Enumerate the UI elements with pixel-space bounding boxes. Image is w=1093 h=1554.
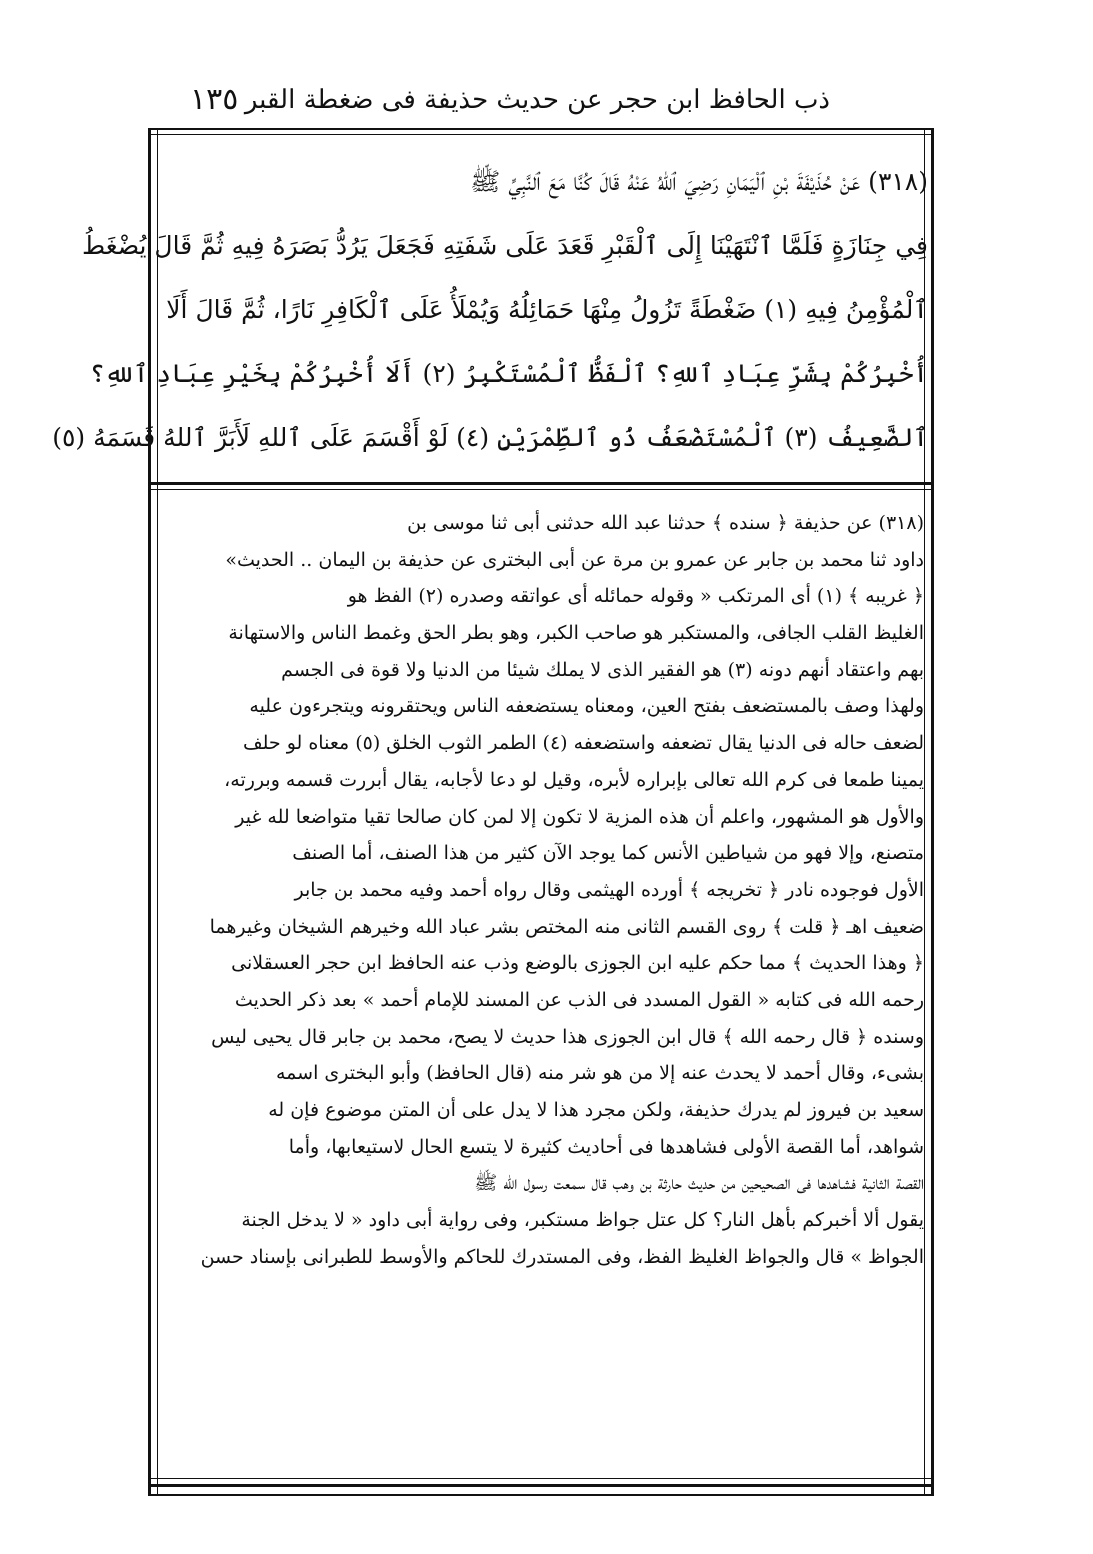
commentary-line: وسنده ﴿ قال رحمه الله ﴾ قال ابن الجوزى هذا حديث لا يصح، محمد بن جابر قال يحيى ليس	[211, 1025, 924, 1048]
hadith-line: (٣١٨) عَنْ حُذَيْفَةَ بْنِ ٱلْيَمَانِ رَضِيَ ٱللهُ عَنْهُ قَالَ كُنَّا مَعَ ٱلنَّبِيِّ ﷺ	[470, 167, 928, 196]
commentary-line: ﴿ غريبه ﴾ (١) أى المرتكب « وقوله حمائله أى عواتقه وصدره (٢) الفظ هو	[347, 585, 924, 608]
running-header	[190, 80, 830, 120]
commentary-line: (٣١٨) عن حذيفة ﴿ سنده ﴾ حدثنا عبد الله حدثنى أبى ثنا موسى بن	[407, 512, 924, 534]
commentary-line: ضعيف اهـ ﴿ قلت ﴾ روى القسم الثانى منه المختص بشر عباد الله وخيرهم الشيخان وغيرهما	[209, 915, 924, 938]
commentary-line: ﴿ وهذا الحديث ﴾ مما حكم عليه ابن الجوزى بالوضع وذب عنه الحافظ ابن حجر العسقلانى	[231, 952, 924, 975]
commentary-line: متصنع، وإلا فهو من شياطين الأنس كما يوجد الآن كثير من هذا الصنف، أما الصنف	[292, 842, 924, 865]
commentary-line: رحمه الله فى كتابه « القول المسدد فى الذب عن المسند للإمام أحمد » بعد ذكر الحديث	[234, 988, 924, 1011]
chapter-title: ذب الحافظ ابن حجر عن حديث حذيفة فى ضغطة القبر	[244, 85, 830, 115]
commentary-line: لضعف حاله فى الدنيا يقال تضعفه واستضعفه (٤) الطمر الثوب الخلق (٥) معناه لو حلف	[242, 732, 924, 755]
commentary-line: الغليظ القلب الجافى، والمستكبر هو صاحب الكبر، وهو بطر الحق وغمط الناس والاستهانة	[228, 622, 924, 645]
commentary-line: القصة الثانية فشاهدها فى الصحيحين من حديث حارثة بن وهب قال سمعت رسول الله ﷺ	[474, 1172, 924, 1195]
hadith-line: ٱلْمُؤْمِنُ فِيهِ (١) ضَغْطَةً تَزُولُ مِنْهَا حَمَائِلُهُ وَيُمْلَأُ عَلَى ٱلْكَافِرِ نَارًا، ثُمَّ قَالَ أَلَا	[166, 295, 928, 324]
commentary-line: ولهذا وصف بالمستضعف بفتح العين، ومعناه يستضعفه الناس ويحتقرونه ويتجرءون عليه	[249, 695, 924, 718]
commentary-line: يقول ألا أخبركم بأهل النار؟ كل عتل جواظ مستكبر، وفى رواية أبى داود « لا يدخل الجنة	[241, 1209, 924, 1232]
top-rule-thin	[148, 134, 934, 135]
hadith-line: فِي جِنَازَةٍ فَلَمَّا ٱنْتَهَيْنَا إِلَى ٱلْقَبْرِ قَعَدَ عَلَى شَفَتِهِ فَجَعَلَ يَرُدُّ بَصَرَهُ فِيهِ ثُمَّ قَالَ يُضْغَطُ	[82, 231, 928, 260]
separator-rule-thin	[148, 489, 934, 490]
commentary-line: الأول فوجوده نادر ﴿ تخريجه ﴾ أورده الهيثمى وقال رواه أحمد وفيه محمد بن جابر	[294, 878, 924, 901]
bottom-rule	[148, 1484, 934, 1487]
bottom-rule-thin	[148, 1478, 934, 1479]
commentary-line: بهم واعتقاد أنهم دونه (٣) هو الفقير الذى لا يملك شيئا من الدنيا ولا قوة فى الجسم	[281, 658, 924, 681]
bottom-rule-outer	[148, 1494, 934, 1496]
page-number: ١٣٥	[190, 82, 239, 117]
commentary-line: والأول هو المشهور، واعلم أن هذه المزية لا تكون إلا لمن كان صالحا تقيا متواضعا لله غير	[235, 805, 924, 828]
hadith-text	[52, 150, 928, 470]
separator-rule	[148, 482, 934, 485]
hadith-line: أُخْبِرُكُمْ بِشَرِّ عِبَادِ ٱللهِ؟ ٱلْفَظُّ ٱلْمُسْتَكْبِرُ (٢) أَلَا أُخْبِرُكُمْ بِخَيْرِ عِبَادِ ٱللهِ؟	[89, 359, 928, 388]
commentary-line: بشىء، وقال أحمد لا يحدث عنه إلا من هو شر منه (قال الحافظ) وأبو البخترى اسمه	[276, 1062, 924, 1085]
top-rule	[148, 128, 934, 130]
commentary-line: يمينا طمعا فى كرم الله تعالى بإبراره لأبره، وقيل لو دعا لأجابه، يقال أبررت قسمه وبررته،	[224, 768, 924, 791]
commentary-text	[172, 505, 924, 1275]
commentary-line: شواهد، أما القصة الأولى فشاهدها فى أحاديث كثيرة لا يتسع الحال لاستيعابها، وأما	[288, 1135, 924, 1158]
commentary-line: الجواظ » قال والجواظ الغليظ الفظ، وفى المستدرك للحاكم والأوسط للطبرانى بإسناد حسن	[200, 1245, 924, 1268]
commentary-line: سعيد بن فيروز لم يدرك حذيفة، ولكن مجرد هذا لا يدل على أن المتن موضوع فإن له	[268, 1099, 924, 1121]
hadith-line: ٱلضَّعِيفُ (٣) ٱلْمُسْتَضْعَفُ ذُو ٱلطِّمْرَيْنِ (٤) لَوْ أَقْسَمَ عَلَى ٱللهِ لَأَبَرَّ ٱللهُ قَسَمَهُ (٥)	[52, 423, 928, 452]
commentary-line: داود ثنا محمد بن جابر عن عمرو بن مرة عن أبى البخترى عن حذيفة بن اليمان .. الحديث»	[225, 548, 924, 571]
